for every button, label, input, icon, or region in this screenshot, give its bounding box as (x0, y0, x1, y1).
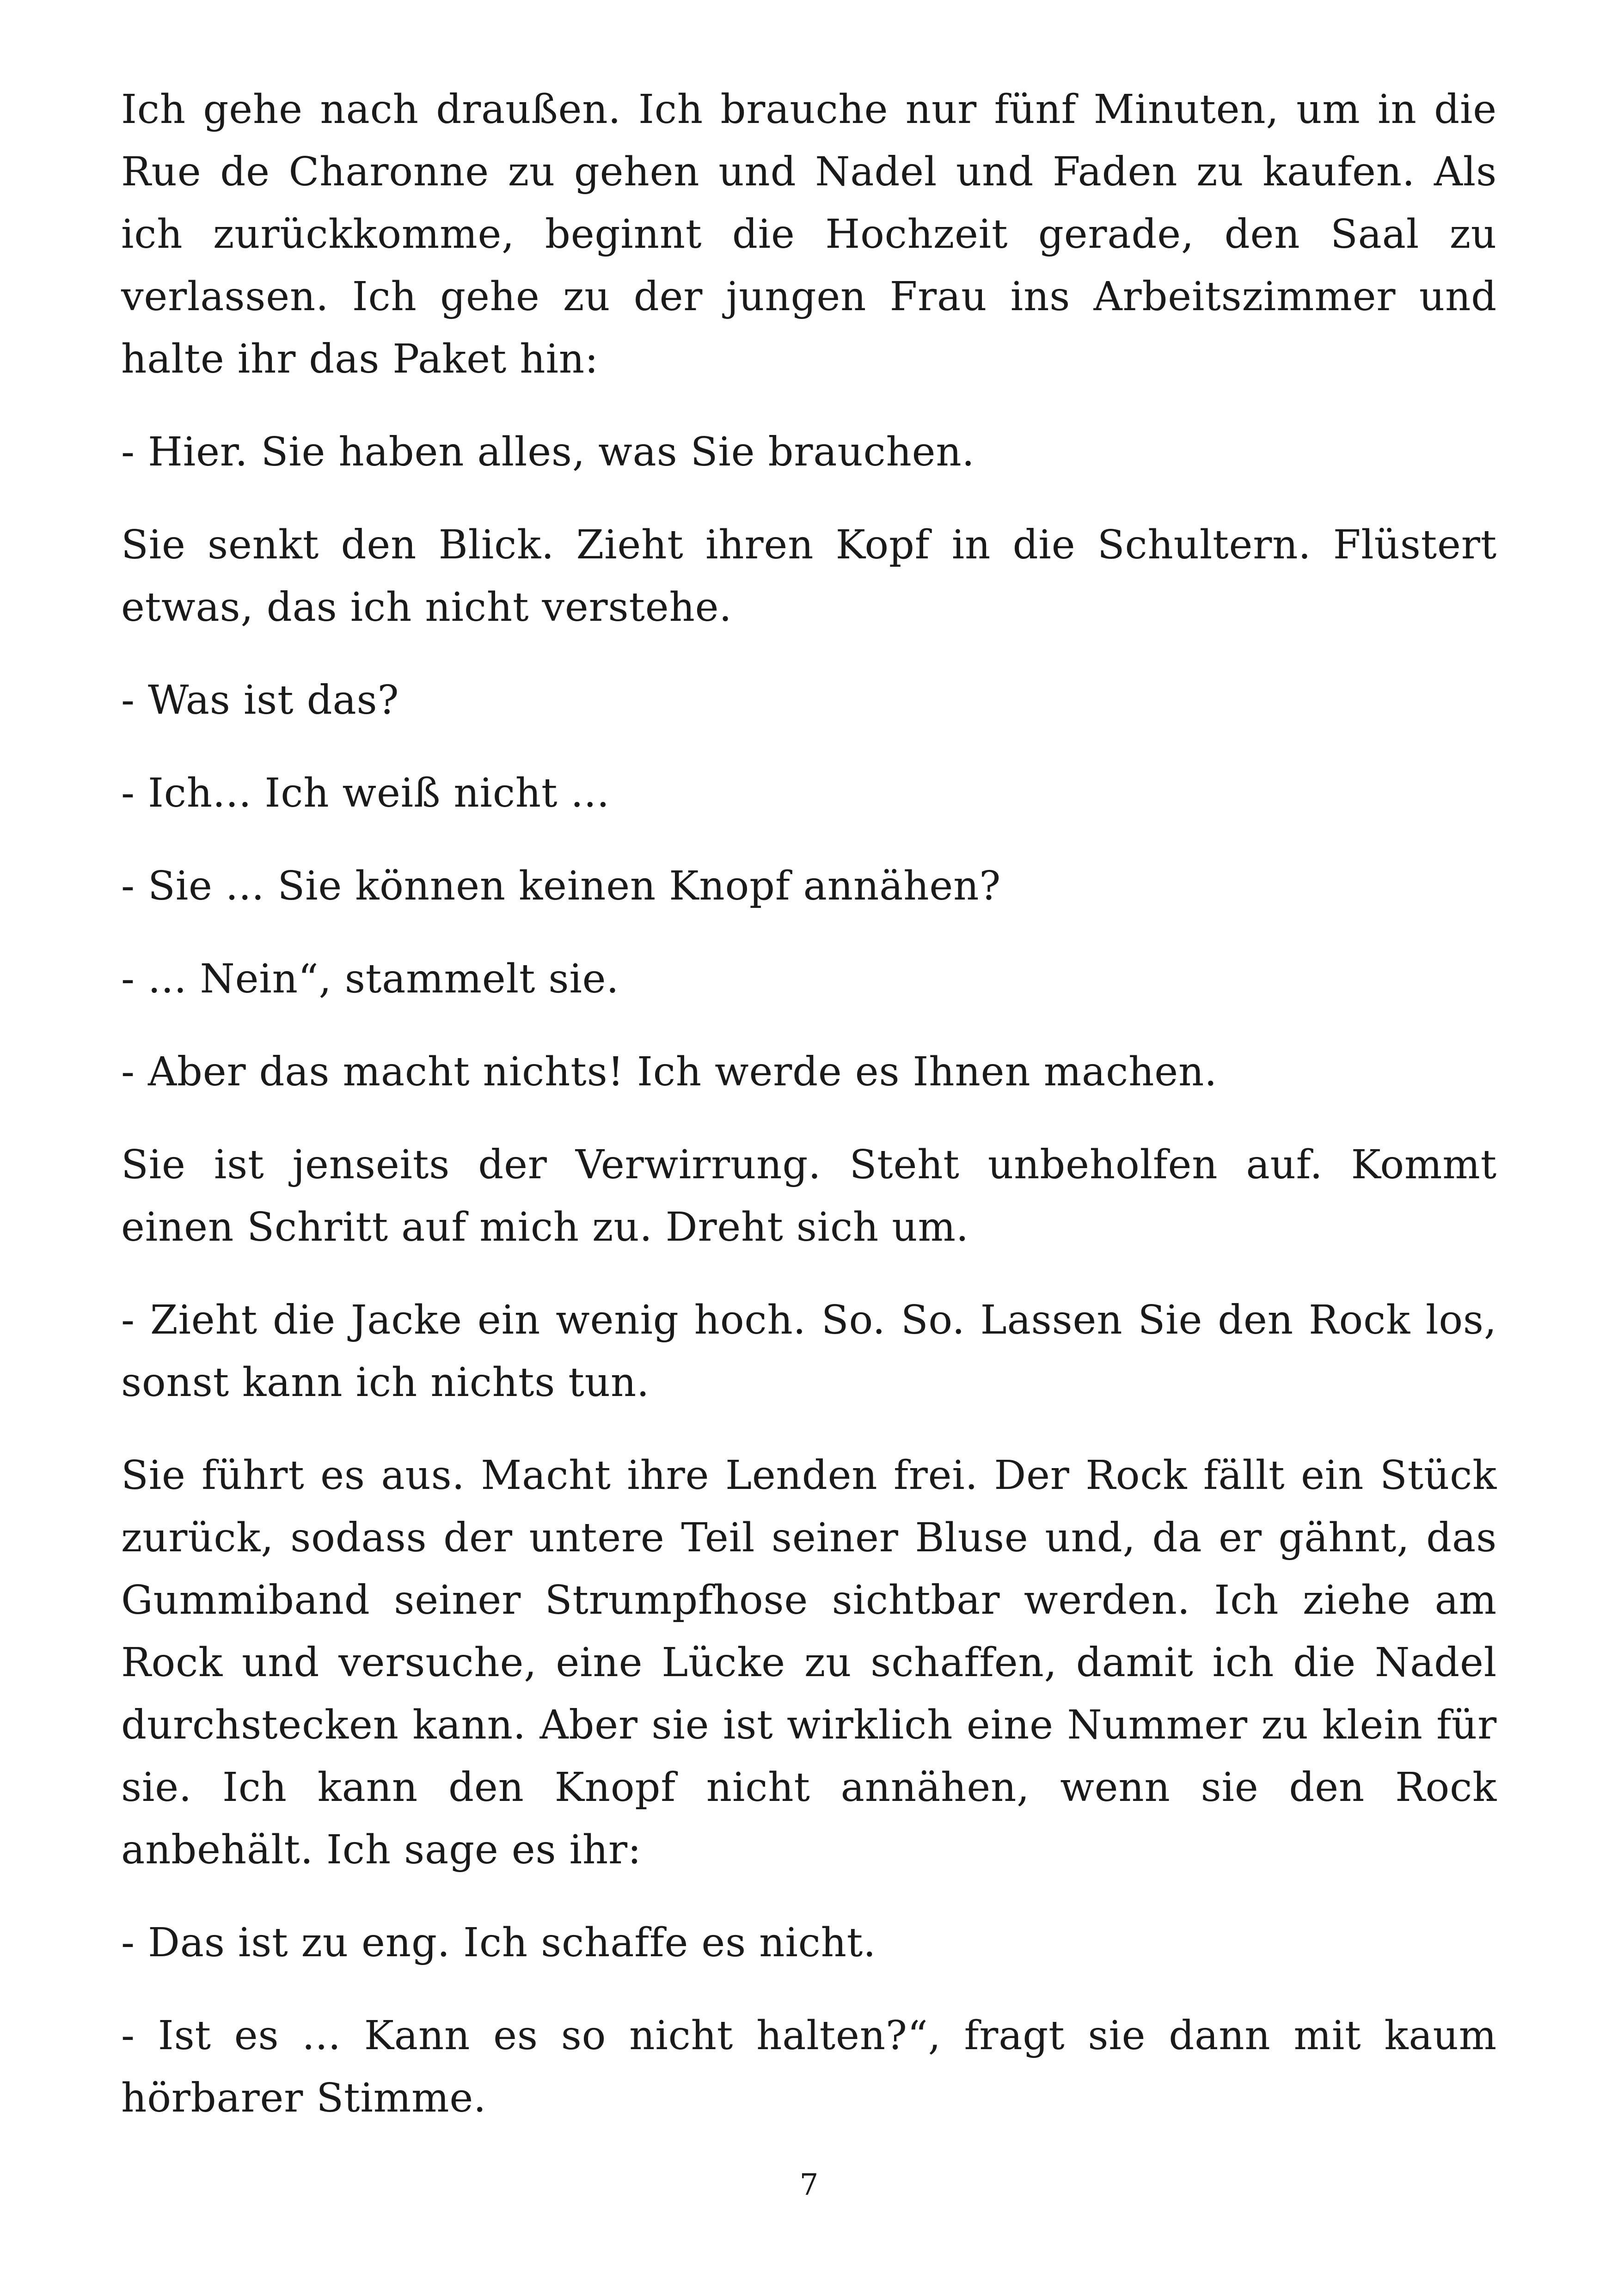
dialogue-line: - Ich... Ich weiß nicht ... (121, 770, 610, 816)
dialogue-line: - Sie ... Sie können keinen Knopf annähen? (121, 863, 1001, 909)
dialogue-line: - ... Nein“, stammelt sie. (121, 956, 619, 1002)
paragraph: Sie senkt den Blick. Zieht ihren Kopf in die Schultern. Flüstert etwas, das ich nicht verstehe. (121, 522, 1497, 631)
paragraph: Sie ist jenseits der Verwirrung. Steht unbeholfen auf. Kommt einen Schritt auf mich zu. Dreht sich um. (121, 1142, 1497, 1250)
dialogue-line: - Aber das macht nichts! Ich werde es Ihnen machen. (121, 1049, 1218, 1095)
dialogue-line: - Hier. Sie haben alles, was Sie brauchen. (121, 429, 975, 475)
document-page (121, 79, 1497, 2186)
dialogue-line: - Zieht die Jacke ein wenig hoch. So. So. Lassen Sie den Rock los, sonst kann ich nichts tun. (121, 1297, 1497, 1406)
dialogue-line: - Ist es ... Kann es so nicht halten?“, fragt sie dann mit kaum hörbarer Stimme. (121, 2013, 1497, 2121)
page-number: 7 (799, 2168, 819, 2202)
paragraph: Sie führt es aus. Macht ihre Lenden frei. Der Rock fällt ein Stück zurück, sodass der untere Teil seiner Bluse und, da er gähnt, das Gummiband seiner Strumpfhose sichtbar werden. Ich ziehe am Rock und versuche, eine Lücke zu schaffen, damit ich die Nadel durchstecken kann. Aber sie ist wirklich eine Nummer zu klein für sie. Ich kann den Knopf nicht annähen, wenn sie den Rock anbehält. Ich sage es ihr: (121, 1452, 1497, 1873)
paragraph: Ich gehe nach draußen. Ich brauche nur fünf Minuten, um in die Rue de Charonne zu gehen und Nadel und Faden zu kaufen. Als ich zurückkomme, beginnt die Hochzeit gerade, den Saal zu verlassen. Ich gehe zu der jungen Frau ins Arbeitszimmer und halte ihr das Paket hin: (121, 86, 1497, 382)
dialogue-line: - Das ist zu eng. Ich schaffe es nicht. (121, 1920, 876, 1966)
dialogue-line: - Was ist das? (121, 677, 399, 723)
